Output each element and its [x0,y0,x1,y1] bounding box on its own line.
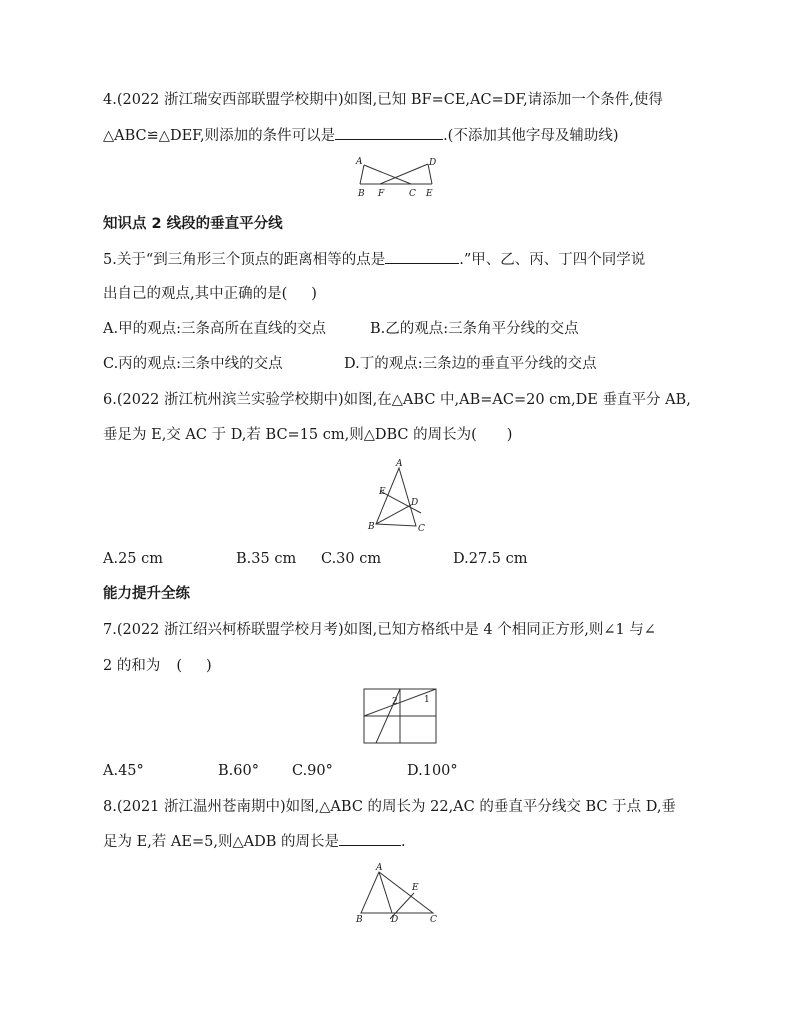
q5-text-line-2 [103,284,317,304]
q7-line2-paren-close: ) [206,658,212,674]
q7-label-2: 2 [392,697,398,707]
q4-answer-blank [335,125,443,140]
q8-answer-blank [339,831,401,846]
q5-option-c: C.丙的观点:三条中线的交点 [103,356,283,372]
q8-label-e: E [412,883,419,893]
q5-option-d: D.丁的观点:三条边的垂直平分线的交点 [344,356,597,372]
q4-label-e: E [426,189,433,199]
q7-line2-paren-open: ( [176,658,183,674]
q4-text-line-2 [103,125,619,146]
section-heading-knowledge-point-2: 知识点 2 线段的垂直平分线 [103,216,283,232]
q6-text-line-1: 6.(2022 浙江杭州滨兰实验学校期中)如图,在△ABC 中,AB=AC=20 cm,DE 垂直平分 AB, [103,392,691,408]
q8-line2-end: . [400,834,406,850]
q8-label-a: A [376,863,383,873]
q7-option-c: C.90° [292,763,333,779]
q6-figure [366,458,446,538]
q6-option-b: B.35 cm [236,551,297,567]
q7-line2-start: 2 的和为 [103,658,161,674]
q6-label-d: D [411,498,419,508]
q6-line2-start: 垂足为 E,交 AC 于 D,若 BC=15 cm,则△DBC 的周长为( [103,427,477,443]
q6-label-e: E [379,487,386,497]
q5-option-a: A.甲的观点:三条高所在直线的交点 [103,321,326,337]
q8-figure [350,862,450,925]
q6-label-b: B [368,522,375,532]
q6-option-a: A.25 cm [103,551,164,567]
q4-label-d: D [429,158,437,168]
q7-figure [363,688,443,748]
q4-label-b: B [358,189,365,199]
q6-line2-end: ) [506,427,513,443]
q5-answer-blank [385,249,459,264]
q7-text-line-2 [103,656,212,676]
q5-text-line-1 [103,249,645,270]
q7-option-b: B.60° [218,763,259,779]
q7-text-line-1: 7.(2022 浙江绍兴柯桥联盟学校月考)如图,已知方格纸中是 4 个相同正方形,则∠1 与∠ [103,622,656,638]
q6-label-a: A [396,459,403,469]
q5-line2-start: 出自己的观点,其中正确的是( [103,286,288,302]
q4-text-line-1: 4.(2022 浙江瑞安西部联盟学校期中)如图,已知 BF=CE,AC=DF,请添加一个条件,使得 [103,92,663,108]
q7-option-d: D.100° [407,763,458,779]
q5-line2-end: ) [311,286,317,302]
q6-text-line-2 [103,425,512,445]
q8-line2-start: 足为 E,若 AE=5,则△ADB 的周长是 [103,834,339,850]
q8-label-d: D [391,915,399,925]
q4-label-c: C [409,189,416,199]
q8-text-line-1: 8.(2021 浙江温州苍南期中)如图,△ABC 的周长为 22,AC 的垂直平分线交 BC 于点 D,垂 [103,799,676,815]
q4-figure [350,155,450,200]
q6-option-c: C.30 cm [321,551,382,567]
q4-line2-start: △ABC≌△DEF,则添加的条件可以是 [103,128,336,144]
q8-text-line-2 [103,831,406,852]
q5-line1-end: .”甲、乙、丙、丁四个同学说 [459,252,646,268]
q4-label-f: F [378,189,385,199]
q4-line2-end: .(不添加其他字母及辅助线) [443,128,619,144]
q7-label-1: 1 [424,695,430,705]
q7-option-a: A.45° [103,763,144,779]
q6-option-d: D.27.5 cm [453,551,528,567]
q8-label-b: B [356,915,363,925]
q4-label-a: A [356,157,363,167]
q5-option-b: B.乙的观点:三条角平分线的交点 [370,321,579,337]
q5-line1-start: 5.关于“到三角形三个顶点的距离相等的点是 [103,252,386,268]
q8-label-c: C [430,915,437,925]
q6-label-c: C [418,524,425,534]
section-heading-ability: 能力提升全练 [103,586,190,602]
